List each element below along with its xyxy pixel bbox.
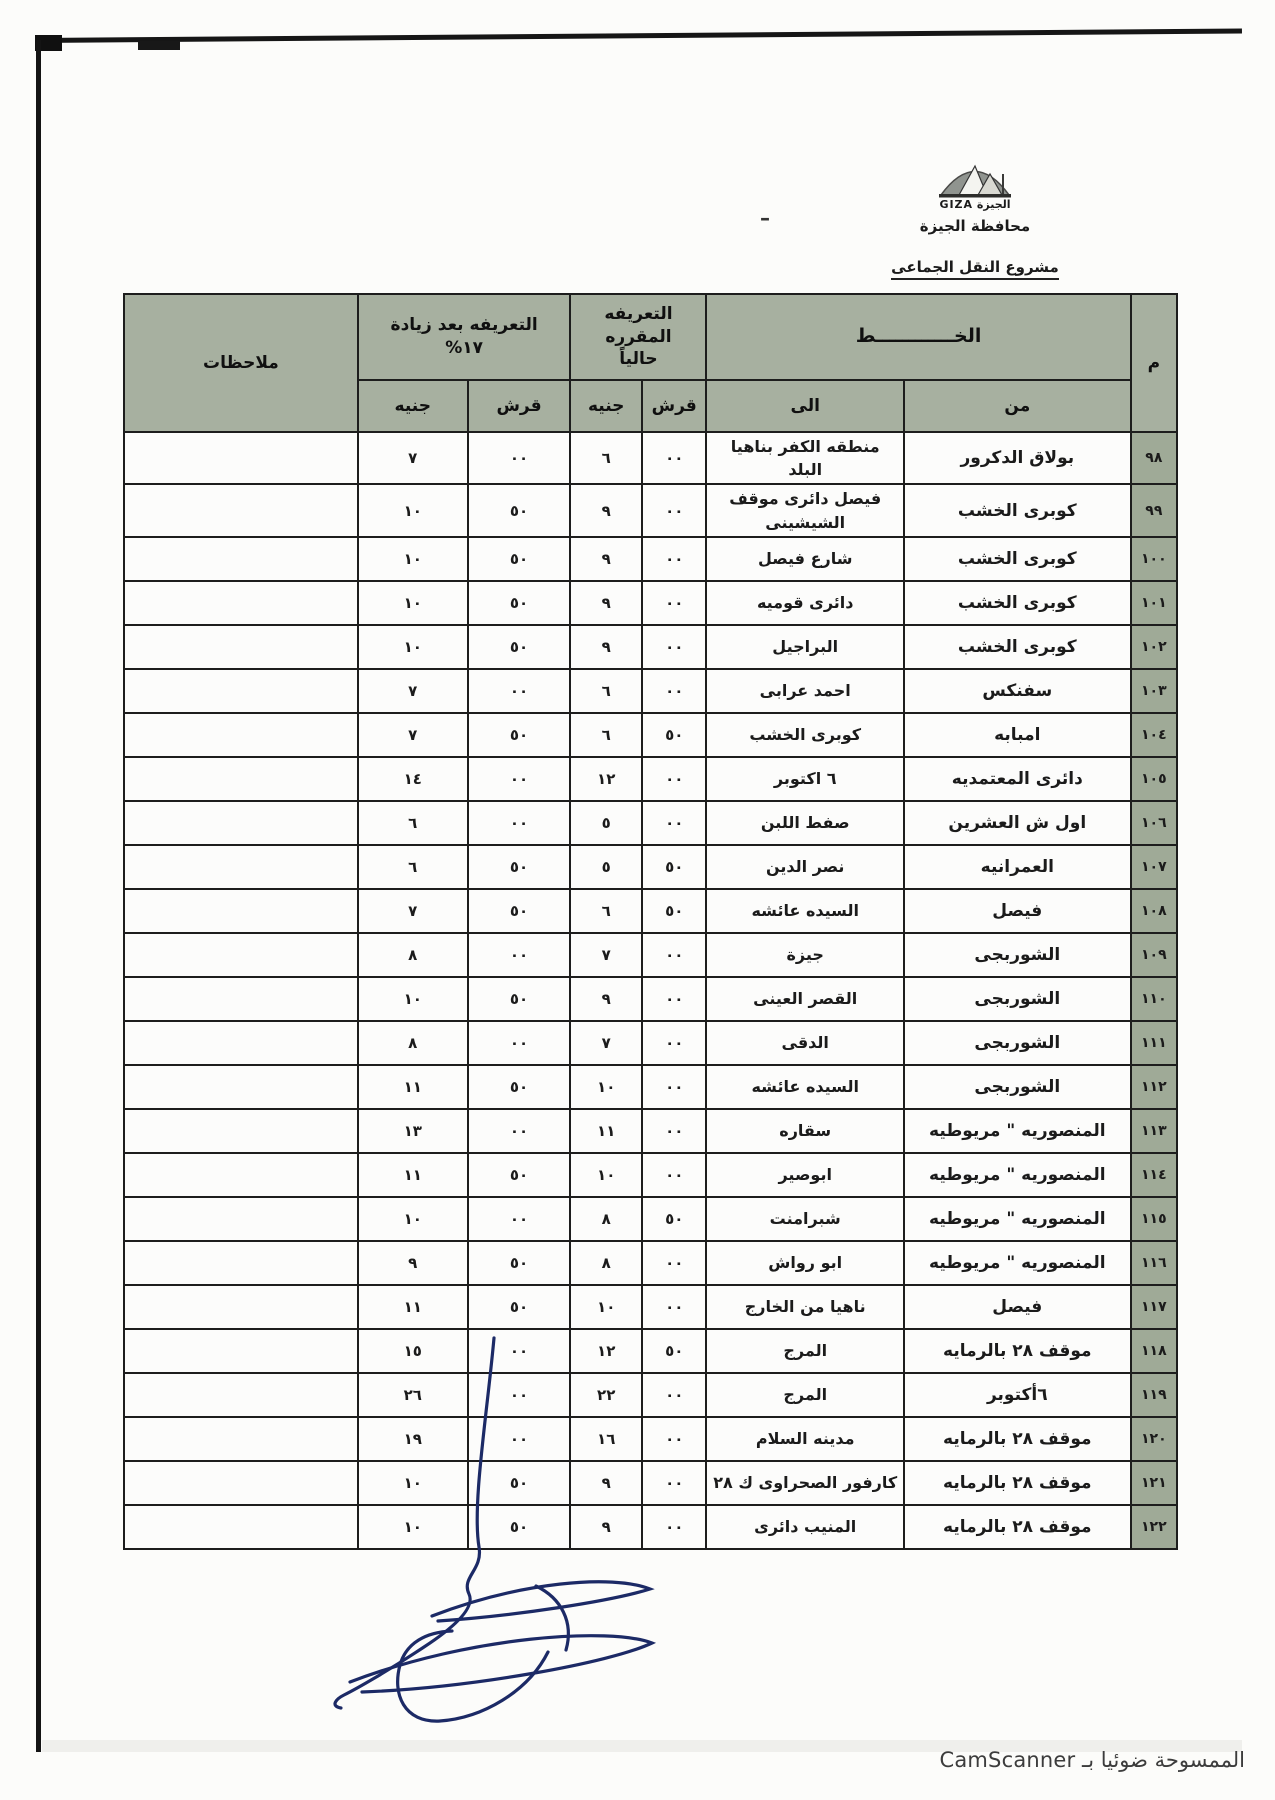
cell-current-geneih: ٧: [570, 1021, 642, 1065]
cell-route-number: ١٢١: [1131, 1461, 1177, 1505]
org-name: محافظة الجيزة: [919, 217, 1031, 235]
table-row: [124, 845, 1177, 889]
cell-notes: [124, 845, 358, 889]
table-row: [124, 889, 1177, 933]
cell-increased-geneih: ٦: [358, 801, 468, 845]
cell-current-qirsh: ٥٠: [642, 845, 706, 889]
cell-to: ابوصير: [706, 1153, 903, 1197]
cell-current-qirsh: ٠٠: [642, 801, 706, 845]
handwritten-signature: [318, 1322, 668, 1732]
cell-from: موقف ٢٨ بالرمايه: [904, 1505, 1131, 1549]
scan-edge-left: [36, 40, 41, 1752]
cell-current-geneih: ٧: [570, 933, 642, 977]
cell-increased-qirsh: ٥٠: [468, 845, 571, 889]
cell-to: جيزة: [706, 933, 903, 977]
cell-current-geneih: ١٠: [570, 1285, 642, 1329]
col-header-line-group: الخــــــــــــط: [706, 294, 1130, 380]
cell-to: نصر الدين: [706, 845, 903, 889]
cell-current-geneih: ٨: [570, 1197, 642, 1241]
table-row: [124, 537, 1177, 581]
cell-notes: [124, 1065, 358, 1109]
cell-notes: [124, 1021, 358, 1065]
cell-increased-geneih: ٨: [358, 933, 468, 977]
cell-increased-qirsh: ٥٠: [468, 1065, 571, 1109]
increased-tariff-line1: التعريفه بعد زيادة: [390, 315, 538, 336]
cell-current-geneih: ٨: [570, 1241, 642, 1285]
cell-increased-qirsh: ٥٠: [468, 977, 571, 1021]
cell-route-number: ١١٤: [1131, 1153, 1177, 1197]
cell-current-geneih: ٦: [570, 713, 642, 757]
cell-current-geneih: ١٠: [570, 1065, 642, 1109]
cell-increased-geneih: ١١: [358, 1153, 468, 1197]
cell-increased-geneih: ١٠: [358, 977, 468, 1021]
cell-increased-geneih: ١٤: [358, 757, 468, 801]
cell-increased-geneih: ١٠: [358, 581, 468, 625]
cell-route-number: ١٠٧: [1131, 845, 1177, 889]
cell-notes: [124, 713, 358, 757]
cell-from: اول ش العشرين: [904, 801, 1131, 845]
table-row: [124, 713, 1177, 757]
cell-increased-qirsh: ٥٠: [468, 889, 571, 933]
cell-current-qirsh: ٠٠: [642, 484, 706, 536]
cell-route-number: ١١٦: [1131, 1241, 1177, 1285]
cell-route-number: ١٠٦: [1131, 801, 1177, 845]
cell-notes: [124, 1241, 358, 1285]
cell-from: كوبرى الخشب: [904, 484, 1131, 536]
cell-route-number: ١٠٣: [1131, 669, 1177, 713]
cell-increased-qirsh: ٥٠: [468, 484, 571, 536]
cell-from: الشوربجى: [904, 1021, 1131, 1065]
cell-current-qirsh: ٠٠: [642, 432, 706, 484]
cell-route-number: ١٠٨: [1131, 889, 1177, 933]
cell-increased-qirsh: ٠٠: [468, 432, 571, 484]
table-row: [124, 432, 1177, 484]
cell-increased-geneih: ١٠: [358, 537, 468, 581]
current-tariff-line2: حالياً: [619, 349, 658, 370]
cell-from: كوبرى الخشب: [904, 581, 1131, 625]
cell-increased-geneih: ١٩: [358, 1417, 468, 1461]
cell-increased-geneih: ٧: [358, 889, 468, 933]
cell-increased-qirsh: ٠٠: [468, 933, 571, 977]
cell-current-geneih: ١١: [570, 1109, 642, 1153]
cell-current-geneih: ٩: [570, 581, 642, 625]
cell-current-geneih: ٩: [570, 1461, 642, 1505]
cell-increased-geneih: ١٠: [358, 484, 468, 536]
cell-to: السيده عائشه: [706, 1065, 903, 1109]
cell-increased-geneih: ١١: [358, 1285, 468, 1329]
cell-route-number: ١١٨: [1131, 1329, 1177, 1373]
table-row: [124, 1153, 1177, 1197]
table-row: [124, 669, 1177, 713]
cell-from: الشوربجى: [904, 933, 1131, 977]
cell-increased-qirsh: ٠٠: [468, 1417, 571, 1461]
cell-route-number: ١١٣: [1131, 1109, 1177, 1153]
cell-current-geneih: ٩: [570, 977, 642, 1021]
cell-to: فيصل دائرى موقف الشيشينى: [706, 484, 903, 536]
cell-current-geneih: ٥: [570, 845, 642, 889]
cell-route-number: ١٠٢: [1131, 625, 1177, 669]
cell-from: المنصوريه " مريوطيه: [904, 1153, 1131, 1197]
cell-route-number: ١١٧: [1131, 1285, 1177, 1329]
cell-to: شارع فيصل: [706, 537, 903, 581]
table-row: [124, 801, 1177, 845]
cell-to: الدقى: [706, 1021, 903, 1065]
cell-notes: [124, 1153, 358, 1197]
cell-from: ٦أكتوبر: [904, 1373, 1131, 1417]
cell-increased-qirsh: ٥٠: [468, 1153, 571, 1197]
cell-increased-qirsh: ٠٠: [468, 1373, 571, 1417]
cell-current-geneih: ٩: [570, 484, 642, 536]
cell-from: الشوربجى: [904, 977, 1131, 1021]
cell-current-qirsh: ٥٠: [642, 1197, 706, 1241]
cell-increased-qirsh: ٠٠: [468, 757, 571, 801]
cell-current-qirsh: ٠٠: [642, 625, 706, 669]
cell-route-number: ١١٥: [1131, 1197, 1177, 1241]
cell-increased-qirsh: ٥٠: [468, 1241, 571, 1285]
cell-increased-qirsh: ٥٠: [468, 1461, 571, 1505]
scan-edge-top: [36, 29, 1242, 43]
cell-current-qirsh: ٥٠: [642, 713, 706, 757]
cell-current-geneih: ٩: [570, 1505, 642, 1549]
col-header-qirsh-increased: قرش: [468, 380, 571, 432]
cell-from: امبابه: [904, 713, 1131, 757]
col-header-to: الى: [706, 380, 903, 432]
cell-route-number: ١١١: [1131, 1021, 1177, 1065]
col-header-current-tariff: [570, 294, 706, 380]
cell-from: موقف ٢٨ بالرمايه: [904, 1461, 1131, 1505]
cell-current-qirsh: ٠٠: [642, 1285, 706, 1329]
cell-increased-qirsh: ٠٠: [468, 1021, 571, 1065]
cell-current-geneih: ١٠: [570, 1153, 642, 1197]
cell-to: مدينه السلام: [706, 1417, 903, 1461]
cell-increased-geneih: ٩: [358, 1241, 468, 1285]
cell-notes: [124, 801, 358, 845]
cell-current-qirsh: ٠٠: [642, 1109, 706, 1153]
cell-current-geneih: ١٢: [570, 1329, 642, 1373]
cell-from: كوبرى الخشب: [904, 537, 1131, 581]
cell-current-geneih: ٦: [570, 889, 642, 933]
cell-current-geneih: ٩: [570, 537, 642, 581]
cell-from: المنصوريه " مريوطيه: [904, 1241, 1131, 1285]
cell-to: احمد عرابى: [706, 669, 903, 713]
current-tariff-line1: التعريفه المقرره: [604, 303, 673, 347]
cell-current-qirsh: ٠٠: [642, 581, 706, 625]
cell-current-qirsh: ٠٠: [642, 1373, 706, 1417]
cell-to: ناهيا من الخارج: [706, 1285, 903, 1329]
table-row: [124, 1065, 1177, 1109]
cell-increased-geneih: ١٠: [358, 1461, 468, 1505]
cell-route-number: ١٠٩: [1131, 933, 1177, 977]
table-row: [124, 1021, 1177, 1065]
cell-notes: [124, 669, 358, 713]
cell-current-qirsh: ٠٠: [642, 977, 706, 1021]
col-header-geneih-current: جنيه: [570, 380, 642, 432]
cell-from: بولاق الدكرور: [904, 432, 1131, 484]
cell-increased-qirsh: ٠٠: [468, 801, 571, 845]
cell-current-qirsh: ٥٠: [642, 1329, 706, 1373]
cell-increased-geneih: ١٠: [358, 1197, 468, 1241]
table-row: [124, 625, 1177, 669]
cell-from: المنصوريه " مريوطيه: [904, 1197, 1131, 1241]
cell-route-number: ١٠٠: [1131, 537, 1177, 581]
cell-route-number: ١١٠: [1131, 977, 1177, 1021]
cell-to: القصر العينى: [706, 977, 903, 1021]
cell-from: فيصل: [904, 1285, 1131, 1329]
table-row: [124, 1109, 1177, 1153]
cell-to: شبرامنت: [706, 1197, 903, 1241]
cell-route-number: ١٠٥: [1131, 757, 1177, 801]
cell-increased-geneih: ١٥: [358, 1329, 468, 1373]
cell-from: العمرانيه: [904, 845, 1131, 889]
cell-current-qirsh: ٠٠: [642, 933, 706, 977]
cell-route-number: ١٠١: [1131, 581, 1177, 625]
cell-notes: [124, 757, 358, 801]
cell-to: المرج: [706, 1329, 903, 1373]
cell-increased-qirsh: ٠٠: [468, 1329, 571, 1373]
cell-notes: [124, 933, 358, 977]
cell-increased-geneih: ٧: [358, 713, 468, 757]
table-row: [124, 977, 1177, 1021]
cell-notes: [124, 977, 358, 1021]
cell-current-geneih: ١٦: [570, 1417, 642, 1461]
cell-increased-qirsh: ٥٠: [468, 581, 571, 625]
cell-increased-qirsh: ٥٠: [468, 625, 571, 669]
cell-to: صفط اللبن: [706, 801, 903, 845]
cell-current-qirsh: ٠٠: [642, 669, 706, 713]
cell-from: موقف ٢٨ بالرمايه: [904, 1417, 1131, 1461]
cell-route-number: ٩٨: [1131, 432, 1177, 484]
camscanner-watermark: الممسوحة ضوئيا بـ CamScanner: [939, 1748, 1245, 1772]
cell-increased-qirsh: ٠٠: [468, 669, 571, 713]
col-header-notes: ملاحظات: [124, 294, 358, 432]
cell-increased-geneih: ٨: [358, 1021, 468, 1065]
cell-route-number: ٩٩: [1131, 484, 1177, 536]
cell-current-geneih: ٩: [570, 625, 642, 669]
cell-increased-geneih: ٧: [358, 432, 468, 484]
cell-from: المنصوريه " مريوطيه: [904, 1109, 1131, 1153]
cell-from: موقف ٢٨ بالرمايه: [904, 1329, 1131, 1373]
cell-from: كوبرى الخشب: [904, 625, 1131, 669]
cell-to: ابو رواش: [706, 1241, 903, 1285]
cell-current-qirsh: ٥٠: [642, 889, 706, 933]
stray-dash-mark: –: [760, 206, 770, 230]
cell-current-qirsh: ٠٠: [642, 757, 706, 801]
col-header-number: م: [1131, 294, 1177, 432]
cell-from: الشوربجى: [904, 1065, 1131, 1109]
cell-to: البراجيل: [706, 625, 903, 669]
cell-notes: [124, 484, 358, 536]
cell-from: فيصل: [904, 889, 1131, 933]
cell-to: منطقه الكفر بناهيا البلد: [706, 432, 903, 484]
cell-increased-qirsh: ٠٠: [468, 1197, 571, 1241]
cell-increased-geneih: ٧: [358, 669, 468, 713]
cell-current-qirsh: ٠٠: [642, 537, 706, 581]
cell-route-number: ١٠٤: [1131, 713, 1177, 757]
cell-current-geneih: ٦: [570, 432, 642, 484]
cell-notes: [124, 432, 358, 484]
cell-current-qirsh: ٠٠: [642, 1153, 706, 1197]
cell-route-number: ١٢٠: [1131, 1417, 1177, 1461]
cell-from: سفنكس: [904, 669, 1131, 713]
table-row: [124, 1197, 1177, 1241]
cell-notes: [124, 889, 358, 933]
col-header-geneih-increased: جنيه: [358, 380, 468, 432]
scan-edge-notch: [138, 41, 180, 50]
cell-current-qirsh: ٠٠: [642, 1241, 706, 1285]
cell-current-qirsh: ٠٠: [642, 1461, 706, 1505]
cell-current-geneih: ٥: [570, 801, 642, 845]
cell-current-qirsh: ٠٠: [642, 1065, 706, 1109]
cell-current-geneih: ٢٢: [570, 1373, 642, 1417]
cell-current-qirsh: ٠٠: [642, 1417, 706, 1461]
table-header: [124, 294, 1177, 432]
cell-increased-geneih: ٢٦: [358, 1373, 468, 1417]
col-header-from: من: [904, 380, 1131, 432]
giza-governorate-logo-icon: [935, 146, 1015, 200]
table-row: [124, 933, 1177, 977]
table-row: [124, 1241, 1177, 1285]
letterhead: [890, 146, 1060, 280]
cell-increased-geneih: ١٠: [358, 625, 468, 669]
cell-increased-qirsh: ٥٠: [468, 1285, 571, 1329]
cell-to: سقاره: [706, 1109, 903, 1153]
cell-increased-qirsh: ٠٠: [468, 1109, 571, 1153]
cell-notes: [124, 1109, 358, 1153]
cell-to: دائرى قوميه: [706, 581, 903, 625]
cell-increased-qirsh: ٥٠: [468, 537, 571, 581]
cell-increased-geneih: ٦: [358, 845, 468, 889]
cell-from: دائرى المعتمديه: [904, 757, 1131, 801]
table-row: [124, 484, 1177, 536]
cell-increased-qirsh: ٥٠: [468, 1505, 571, 1549]
table-row: [124, 581, 1177, 625]
cell-increased-geneih: ١٠: [358, 1505, 468, 1549]
table-row: [124, 757, 1177, 801]
cell-current-qirsh: ٠٠: [642, 1021, 706, 1065]
cell-notes: [124, 625, 358, 669]
cell-current-geneih: ١٢: [570, 757, 642, 801]
cell-to: المرج: [706, 1373, 903, 1417]
cell-to: كوبرى الخشب: [706, 713, 903, 757]
cell-increased-geneih: ١٣: [358, 1109, 468, 1153]
cell-notes: [124, 1197, 358, 1241]
cell-to: السيده عائشه: [706, 889, 903, 933]
cell-increased-geneih: ١١: [358, 1065, 468, 1109]
col-header-qirsh-current: قرش: [642, 380, 706, 432]
cell-current-geneih: ٦: [570, 669, 642, 713]
cell-route-number: ١١٢: [1131, 1065, 1177, 1109]
cell-route-number: ١٢٢: [1131, 1505, 1177, 1549]
logo-caption: الجيزة GIZA: [939, 198, 1011, 211]
project-name: مشروع النقل الجماعى: [891, 258, 1059, 280]
cell-increased-qirsh: ٥٠: [468, 713, 571, 757]
cell-current-qirsh: ٠٠: [642, 1505, 706, 1549]
cell-notes: [124, 581, 358, 625]
cell-to: كارفور الصحراوى ك ٢٨: [706, 1461, 903, 1505]
cell-route-number: ١١٩: [1131, 1373, 1177, 1417]
cell-to: المنيب دائرى: [706, 1505, 903, 1549]
cell-notes: [124, 537, 358, 581]
cell-to: ٦ اكتوبر: [706, 757, 903, 801]
col-header-increased-tariff: [358, 294, 571, 380]
increased-tariff-line2: ١٧%: [445, 338, 484, 358]
